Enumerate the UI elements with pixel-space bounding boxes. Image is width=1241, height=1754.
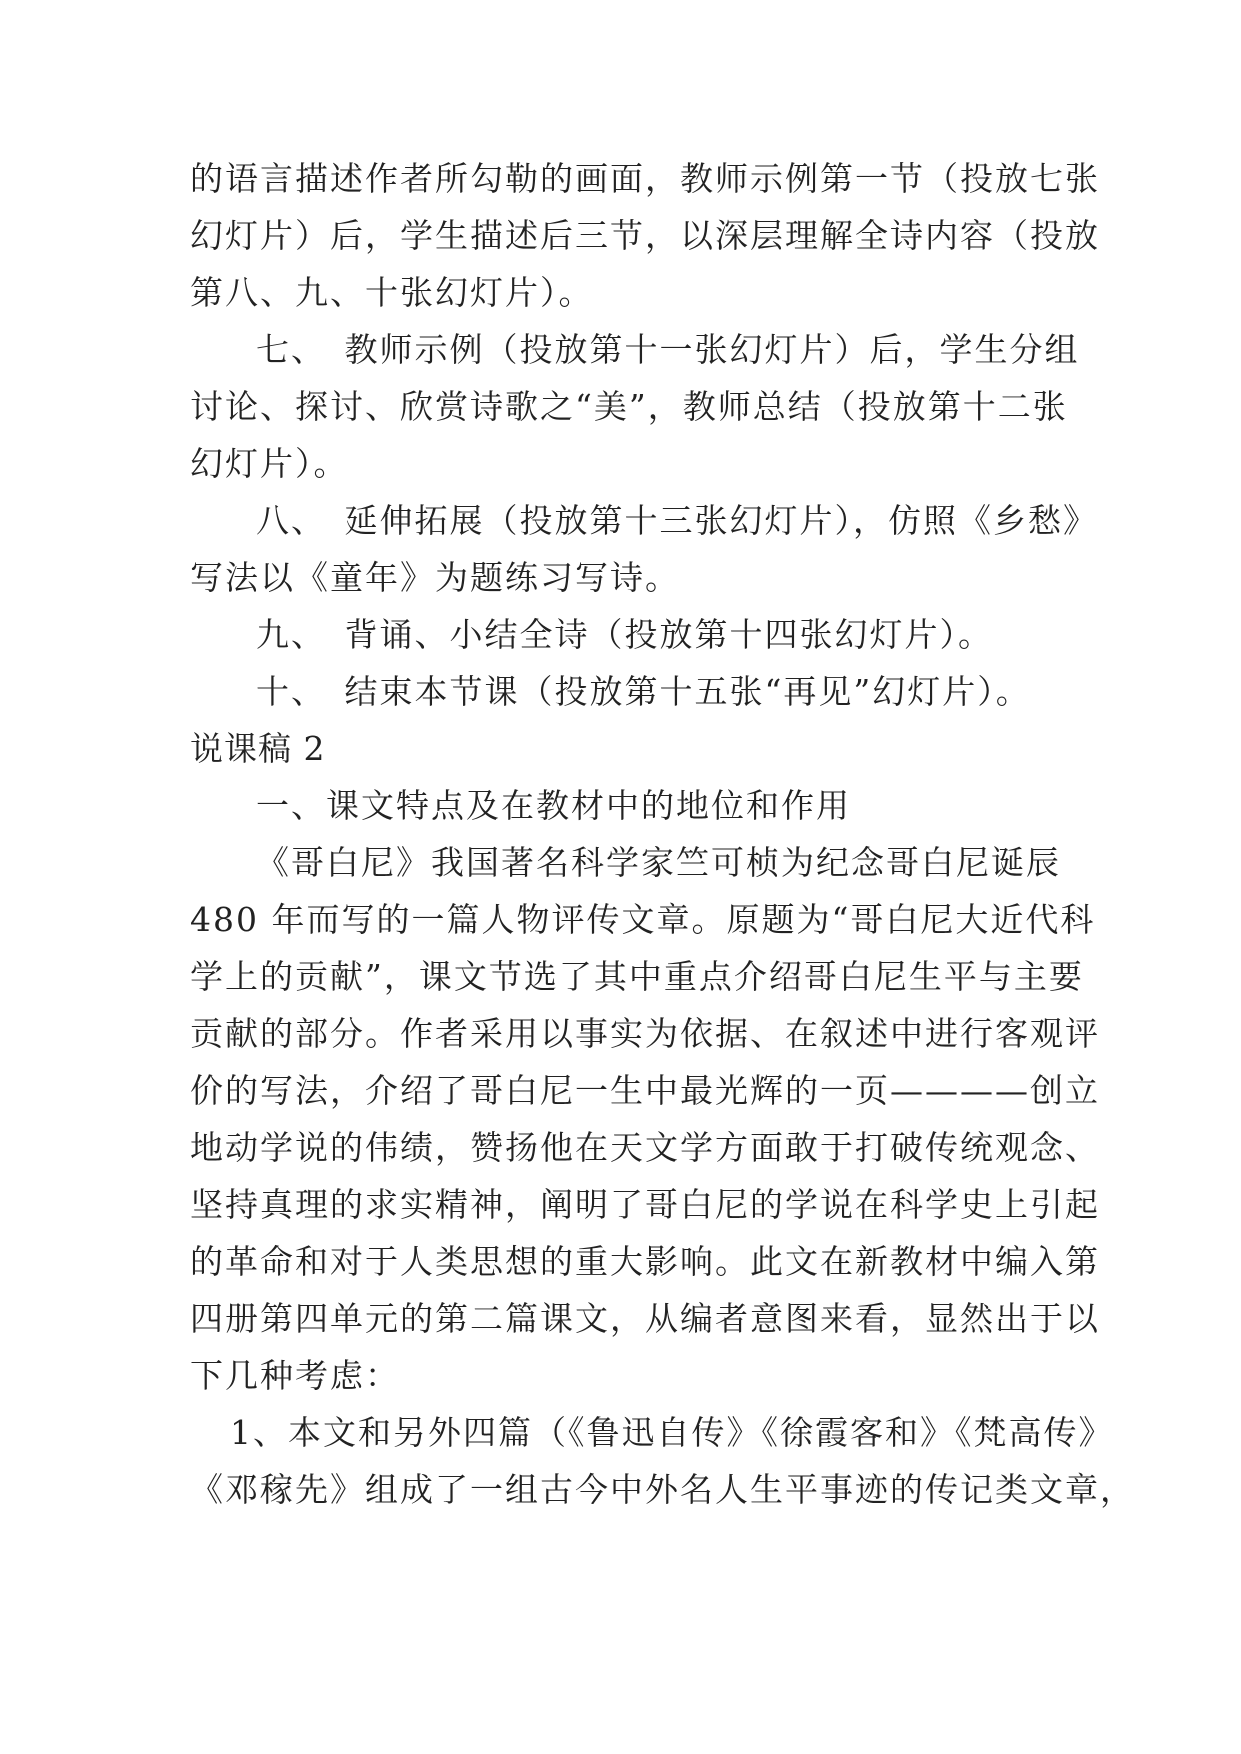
section-heading: 说课稿 2	[190, 729, 326, 768]
text-line: 学上的贡献”，课文节选了其中重点介绍哥白尼生平与主要	[190, 957, 1084, 996]
text-line: 地动学说的伟绩，赞扬他在天文学方面敢于打破传统观念、	[190, 1128, 1100, 1167]
text-line: 幻灯片）。	[190, 444, 349, 483]
text-line: 坚持真理的求实精神，阐明了哥白尼的学说在科学史上引起	[190, 1185, 1100, 1224]
text-line: 讨论、探讨、欣赏诗歌之“美”，教师总结（投放第十二张	[190, 387, 1068, 426]
list-item-eight: 八、 延伸拓展（投放第十三张幻灯片），仿照《乡愁》	[256, 501, 1098, 540]
text-line: 下几种考虑：	[190, 1356, 400, 1395]
text-line: 写法以《童年》为题练习写诗。	[190, 558, 680, 597]
list-item-ten: 十、 结束本节课（投放第十五张“再见”幻灯片）。	[256, 672, 1031, 711]
text-line: 的语言描述作者所勾勒的画面，教师示例第一节（投放七张	[190, 159, 1100, 198]
text-line: 480 年而写的一篇人物评传文章。原题为“哥白尼大近代科	[190, 900, 1096, 939]
text-line: 贡献的部分。作者采用以事实为依据、在叙述中进行客观评	[190, 1014, 1100, 1053]
text-line: 价的写法，介绍了哥白尼一生中最光辉的一页————创立	[190, 1071, 1100, 1110]
list-item-nine: 九、 背诵、小结全诗（投放第十四张幻灯片）。	[256, 615, 993, 654]
text-line: 四册第四单元的第二篇课文，从编者意图来看，显然出于以	[190, 1299, 1100, 1338]
text-line: 的革命和对于人类思想的重大影响。此文在新教材中编入第	[190, 1242, 1100, 1281]
text-line: 幻灯片）后，学生描述后三节，以深层理解全诗内容（投放	[190, 216, 1100, 255]
text-line: 第八、九、十张幻灯片）。	[190, 273, 594, 312]
list-item-seven: 七、 教师示例（投放第十一张幻灯片）后，学生分组	[256, 330, 1080, 369]
text-line: 《邓稼先》组成了一组古今中外名人生平事迹的传记类文章，	[190, 1470, 1135, 1509]
numbered-point-1: 1、本文和另外四篇（《鲁迅自传》《徐霞客和》《梵高传》	[230, 1413, 1114, 1452]
paragraph-start: 《哥白尼》我国著名科学家竺可桢为纪念哥白尼诞辰	[256, 843, 1061, 882]
subsection-heading: 一、课文特点及在教材中的地位和作用	[256, 786, 851, 825]
document-body	[190, 150, 1135, 1518]
